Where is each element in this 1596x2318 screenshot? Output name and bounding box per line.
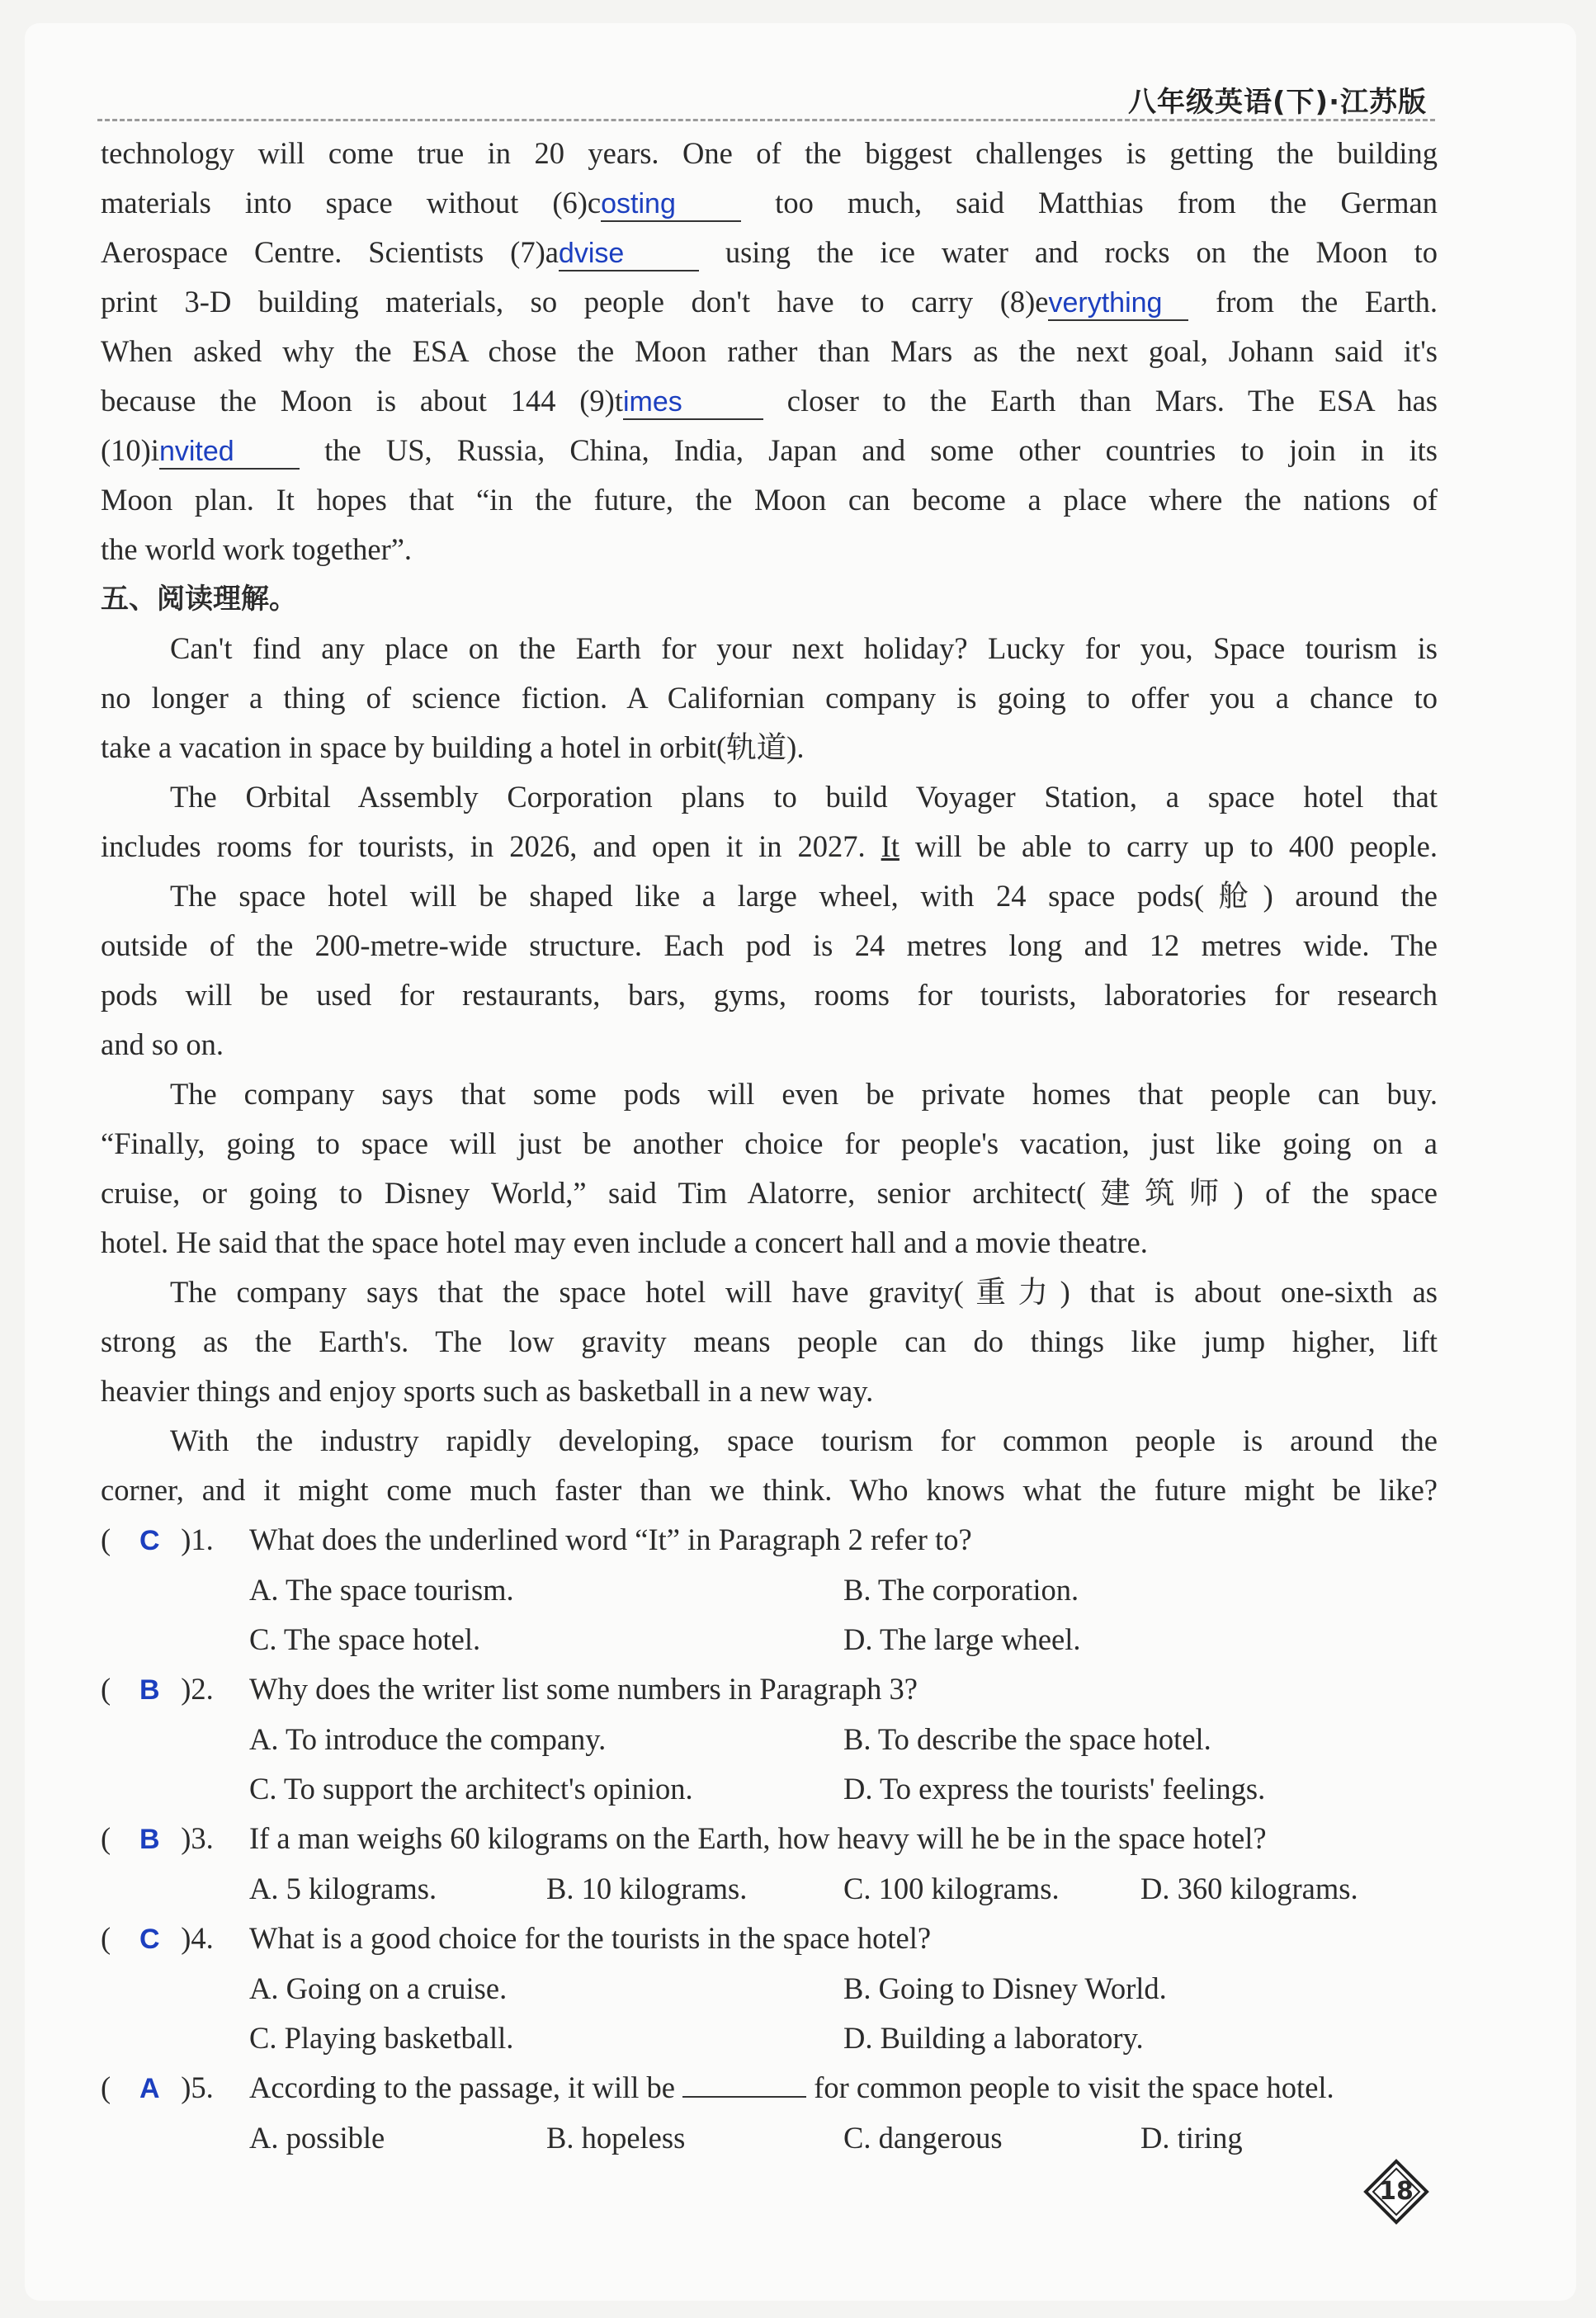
option: B. 10 kilograms.	[546, 1872, 748, 1905]
option: C. dangerous	[843, 2121, 1003, 2155]
option: D. tiring	[1140, 2121, 1243, 2155]
cloze-line: Moon plan. It hopes that “in the future, the Moon can become a place where the nations of	[101, 483, 1438, 517]
cloze-line: technology will come true in 20 years. One of the biggest challenges is getting the building	[101, 136, 1438, 170]
passage-line: pods will be used for restaurants, bars, gyms, rooms for tourists, laboratories for research	[101, 978, 1438, 1012]
passage-line: With the industry rapidly developing, space tourism for common people is around the	[170, 1423, 1438, 1457]
question-text: According to the passage, it will be for common people to visit the space hotel.	[249, 2063, 1334, 2113]
cloze-line: print 3-D building materials, so people don't have to carry (8)everything from the Earth.	[101, 277, 1438, 327]
header-divider	[97, 119, 1435, 121]
options-2	[101, 1715, 1438, 1764]
underlined-word: It	[881, 829, 900, 863]
section-title: 五、阅读理解。	[101, 583, 297, 616]
passage-line: hotel. He said that the space hotel may even include a concert hall and a movie theatre.	[101, 1225, 1148, 1259]
option: D. 360 kilograms.	[1140, 1872, 1358, 1905]
cloze-line: materials into space without (6)costing too much, said Matthias from the German	[101, 178, 1438, 228]
passage-line: cruise, or going to Disney World,” said Tim Alatorre, senior architect(建筑师) of the space	[101, 1176, 1438, 1210]
blank-10[interactable]: nvited	[159, 434, 300, 470]
option: A. To introduce the company.	[249, 1722, 607, 1756]
passage-line: no longer a thing of science fiction. A Californian company is going to offer you a chance to	[101, 681, 1438, 715]
option: D. The large wheel.	[843, 1622, 1081, 1656]
answer-3[interactable]: B	[139, 1824, 160, 1855]
answer-1[interactable]: C	[139, 1525, 160, 1556]
blank-9[interactable]: imes	[623, 385, 763, 420]
passage-line: The company says that some pods will even be private homes that people can buy.	[170, 1077, 1438, 1111]
options-2	[101, 1764, 1438, 1814]
option: C. To support the architect's opinion.	[249, 1772, 693, 1806]
cloze-line: (10)invited the US, Russia, China, India, Japan and some other countries to join in its	[101, 426, 1438, 475]
cloze-line: When asked why the ESA chose the Moon rather than Mars as the next goal, Johann said it's	[101, 334, 1438, 368]
answer-4[interactable]: C	[139, 1924, 160, 1955]
option: C. 100 kilograms.	[843, 1872, 1060, 1905]
question-text: Why does the writer list some numbers in Paragraph 3?	[249, 1672, 918, 1706]
option: B. To describe the space hotel.	[843, 1722, 1211, 1756]
cloze-line: because the Moon is about 144 (9)times closer to the Earth than Mars. The ESA has	[101, 376, 1438, 426]
option: A. Going on a cruise.	[249, 1971, 508, 2005]
question-text: What does the underlined word “It” in Paragraph 2 refer to?	[249, 1523, 972, 1556]
options-1	[101, 1565, 1438, 1615]
option: B. Going to Disney World.	[843, 1971, 1167, 2005]
cloze-line: the world work together”.	[101, 532, 413, 566]
options-1	[101, 1615, 1438, 1664]
passage-line: Can't find any place on the Earth for your next holiday? Lucky for you, Space tourism is	[170, 631, 1438, 665]
blank-7[interactable]: dvise	[559, 236, 699, 271]
question-4: ( C )4. What is a good choice for the tourists in the space hotel?	[101, 1914, 1438, 1964]
passage-line: corner, and it might come much faster than we think. Who knows what the future might be like?	[101, 1473, 1438, 1507]
passage-line: includes rooms for tourists, in 2026, and open it in 2027. It will be able to carry up to 400 people.	[101, 829, 1438, 863]
options-4	[101, 2013, 1438, 2063]
question-1: ( C )1. What does the underlined word “It” in Paragraph 2 refer to?	[101, 1515, 1438, 1565]
blank-6[interactable]: osting	[601, 186, 741, 222]
blank-8[interactable]: verything	[1048, 286, 1188, 321]
cloze-line: Aerospace Centre. Scientists (7)advise using the ice water and rocks on the Moon to	[101, 228, 1438, 277]
header-title: 八年级英语(下)·江苏版	[1128, 86, 1427, 119]
options-4	[101, 1964, 1438, 2013]
passage-line: outside of the 200-metre-wide structure. Each pod is 24 metres long and 12 metres wide. The	[101, 928, 1438, 962]
option: A. possible	[249, 2121, 385, 2155]
options-3	[101, 1864, 1438, 1914]
option: C. Playing basketball.	[249, 2021, 514, 2055]
option: A. The space tourism.	[249, 1573, 514, 1607]
question-text: If a man weighs 60 kilograms on the Earth, how heavy will he be in the space hotel?	[249, 1821, 1267, 1855]
passage-line: and so on.	[101, 1027, 224, 1061]
question-3: ( B )3. If a man weighs 60 kilograms on the Earth, how heavy will he be in the space hotel?	[101, 1814, 1438, 1864]
option: A. 5 kilograms.	[249, 1872, 437, 1905]
answer-5[interactable]: A	[139, 2073, 160, 2104]
option: D. Building a laboratory.	[843, 2021, 1144, 2055]
question-5: ( A )5. According to the passage, it will be for common people to visit the space hotel.	[101, 2063, 1438, 2113]
passage-line: strong as the Earth's. The low gravity means people can do things like jump higher, lift	[101, 1324, 1438, 1358]
passage-line: The Orbital Assembly Corporation plans to build Voyager Station, a space hotel that	[170, 780, 1438, 814]
passage-line: heavier things and enjoy sports such as basketball in a new way.	[101, 1374, 874, 1408]
option: D. To express the tourists' feelings.	[843, 1772, 1266, 1806]
question-text: What is a good choice for the tourists in the space hotel?	[249, 1921, 932, 1955]
passage-line: “Finally, going to space will just be another choice for people's vacation, just like going on a	[101, 1126, 1438, 1160]
question-2: ( B )2. Why does the writer list some numbers in Paragraph 3?	[101, 1664, 1438, 1715]
question-blank[interactable]	[682, 2068, 806, 2098]
passage-line: The company says that the space hotel will have gravity(重力) that is about one-sixth as	[170, 1275, 1438, 1309]
passage-line: The space hotel will be shaped like a large wheel, with 24 space pods(舱) around the	[170, 879, 1438, 913]
answer-2[interactable]: B	[139, 1674, 160, 1706]
options-5	[101, 2113, 1438, 2163]
option: B. hopeless	[546, 2121, 686, 2155]
option: C. The space hotel.	[249, 1622, 481, 1656]
page-number: 18	[1363, 2159, 1429, 2225]
passage-line: take a vacation in space by building a hotel in orbit(轨道).	[101, 730, 805, 764]
content	[101, 129, 1438, 2163]
option: B. The corporation.	[843, 1573, 1079, 1607]
